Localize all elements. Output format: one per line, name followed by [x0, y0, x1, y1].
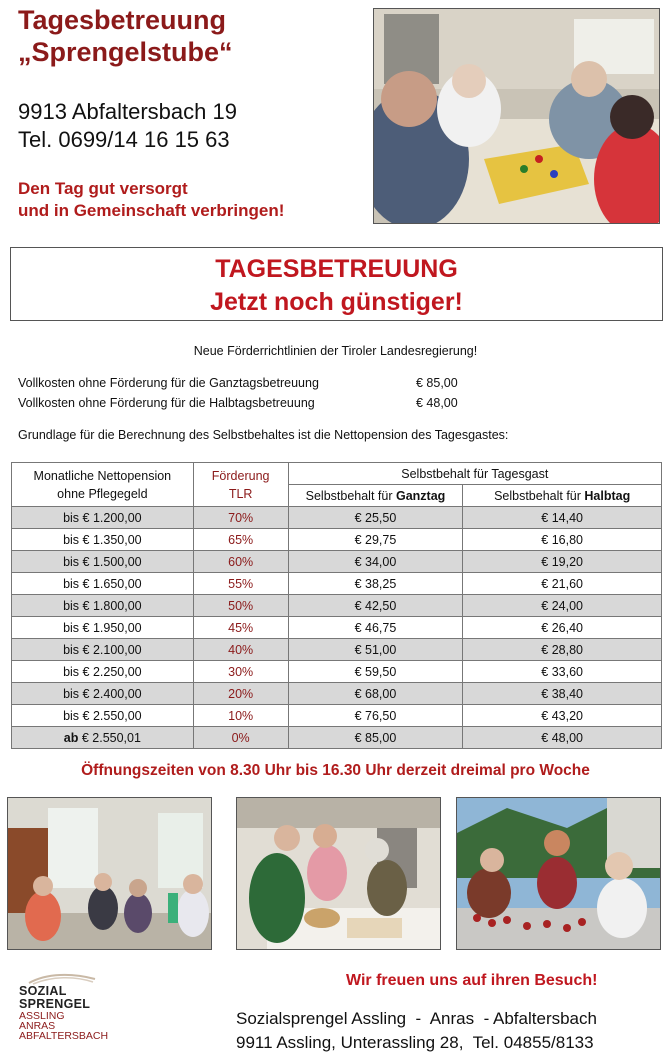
footer-line-1: Sozialsprengel Assling - Anras - Abfaltersbach — [236, 1009, 597, 1028]
cell-pension-value: € 1.350,00 — [82, 532, 142, 547]
table-row — [12, 661, 662, 683]
cell-halbtag: € 28,80 — [463, 639, 662, 661]
cell-pension-prefix: bis — [63, 554, 80, 569]
table-row — [12, 683, 662, 705]
cell-foerderung: 40% — [193, 639, 288, 661]
header-selbstbehalt: Selbstbehalt für Tagesgast — [288, 463, 661, 485]
subsidy-table — [11, 462, 662, 749]
header-foerderung-line-2: TLR — [228, 486, 253, 501]
cell-pension — [12, 573, 194, 595]
cell-ganztag: € 38,25 — [288, 573, 463, 595]
slogan — [18, 178, 284, 222]
cell-pension-value: € 2.550,01 — [81, 730, 141, 745]
intro-text: Neue Förderrichtlinien der Tiroler Landesregierung! — [193, 344, 478, 358]
cell-pension-prefix: bis — [63, 686, 80, 701]
header-pension-line-2: ohne Pflegegeld — [57, 486, 148, 501]
cell-halbtag: € 21,60 — [463, 573, 662, 595]
table-row — [12, 595, 662, 617]
cell-pension — [12, 661, 194, 683]
title-line-1: Tagesbetreuung — [18, 5, 227, 35]
cell-pension-value: € 2.250,00 — [82, 664, 142, 679]
cell-pension — [12, 727, 194, 749]
opening-hours: Öffnungszeiten von 8.30 Uhr bis 16.30 Uhr derzeit dreimal pro Woche — [81, 762, 590, 779]
cell-ganztag: € 46,75 — [288, 617, 463, 639]
logo-line-2: SPRENGEL — [19, 997, 91, 1011]
cell-ganztag: € 68,00 — [288, 683, 463, 705]
page-title — [18, 4, 233, 68]
table-row — [12, 639, 662, 661]
cell-ganztag: € 59,50 — [288, 661, 463, 683]
table-row — [12, 617, 662, 639]
cell-halbtag: € 26,40 — [463, 617, 662, 639]
cell-pension-prefix: ab — [63, 730, 79, 745]
phone: Tel. 0699/14 16 15 63 — [18, 127, 230, 152]
table-row — [12, 529, 662, 551]
cell-pension-prefix: bis — [63, 664, 80, 679]
title-line-2: „Sprengelstube“ — [18, 37, 233, 67]
header-ganztag-bold: Ganztag — [395, 488, 446, 503]
cell-ganztag: € 76,50 — [288, 705, 463, 727]
table-row — [12, 727, 662, 749]
cost-label: Vollkosten ohne Förderung für die Halbtagsbetreuung — [18, 396, 315, 410]
cell-ganztag: € 25,50 — [288, 507, 463, 529]
photo-beads — [456, 797, 661, 950]
sozialsprengel-logo — [19, 985, 119, 1053]
photo-exercise — [7, 797, 212, 950]
photo-cooking — [236, 797, 441, 950]
cell-pension-prefix: bis — [63, 708, 80, 723]
cell-pension-prefix: bis — [63, 642, 80, 657]
cell-foerderung: 70% — [193, 507, 288, 529]
cell-pension-prefix: bis — [63, 620, 80, 635]
header-foerderung — [193, 463, 288, 507]
header-foerderung-line-1: Förderung — [211, 468, 270, 483]
cell-pension-prefix: bis — [63, 598, 80, 613]
cell-pension — [12, 639, 194, 661]
logo-line-3: ASSLING — [19, 1010, 65, 1022]
footer-line-2: 9911 Assling, Unterassling 28, Tel. 04855/8133 — [236, 1033, 594, 1052]
cell-ganztag: € 29,75 — [288, 529, 463, 551]
logo-swirl-icon — [27, 971, 97, 985]
header-halbtag — [463, 485, 662, 507]
logo-line-4: ANRAS — [19, 1020, 56, 1032]
contact-block — [18, 98, 237, 154]
cell-foerderung: 20% — [193, 683, 288, 705]
cell-pension-value: € 1.650,00 — [82, 576, 142, 591]
cell-pension — [12, 595, 194, 617]
header-halbtag-bold: Halbtag — [584, 488, 631, 503]
cell-pension-prefix: bis — [63, 532, 80, 547]
header-pension — [12, 463, 194, 507]
cell-foerderung: 55% — [193, 573, 288, 595]
cell-halbtag: € 43,20 — [463, 705, 662, 727]
cell-ganztag: € 42,50 — [288, 595, 463, 617]
cell-pension-value: € 1.200,00 — [82, 510, 142, 525]
cell-pension-value: € 2.550,00 — [82, 708, 142, 723]
cell-pension — [12, 507, 194, 529]
slogan-line-2: und in Gemeinschaft verbringen! — [18, 201, 285, 220]
cost-value: € 48,00 — [416, 396, 458, 410]
cell-pension-value: € 1.500,00 — [82, 554, 142, 569]
promo-banner — [10, 247, 663, 321]
banner-line-2: Jetzt noch günstiger! — [210, 288, 463, 316]
cell-halbtag: € 48,00 — [463, 727, 662, 749]
cell-foerderung: 30% — [193, 661, 288, 683]
table-row — [12, 573, 662, 595]
cell-pension-value: € 1.800,00 — [82, 598, 142, 613]
cell-pension-value: € 2.100,00 — [82, 642, 142, 657]
cost-label: Vollkosten ohne Förderung für die Ganztagsbetreuung — [18, 376, 319, 390]
logo-line-5: ABFALTERSBACH — [19, 1030, 109, 1042]
cell-halbtag: € 14,40 — [463, 507, 662, 529]
cost-row-halbtag — [18, 396, 458, 410]
cell-foerderung: 45% — [193, 617, 288, 639]
cell-ganztag: € 51,00 — [288, 639, 463, 661]
cell-foerderung: 65% — [193, 529, 288, 551]
cost-row-ganztag — [18, 376, 458, 390]
cell-halbtag: € 19,20 — [463, 551, 662, 573]
cell-foerderung: 0% — [193, 727, 288, 749]
header-ganztag — [288, 485, 463, 507]
banner-line-1: TAGESBETREUUNG — [215, 255, 458, 283]
cell-halbtag: € 16,80 — [463, 529, 662, 551]
header-ganztag-prefix: Selbstbehalt für — [305, 488, 396, 503]
photo-board-game — [373, 8, 660, 224]
cell-pension-prefix: bis — [63, 510, 80, 525]
cost-value: € 85,00 — [416, 376, 458, 390]
table-row — [12, 551, 662, 573]
cell-pension — [12, 617, 194, 639]
cell-pension — [12, 683, 194, 705]
cell-halbtag: € 24,00 — [463, 595, 662, 617]
cell-foerderung: 10% — [193, 705, 288, 727]
logo-line-1: SOZIAL — [19, 984, 67, 998]
address: 9913 Abfaltersbach 19 — [18, 99, 237, 124]
header-halbtag-prefix: Selbstbehalt für — [494, 488, 585, 503]
cell-halbtag: € 33,60 — [463, 661, 662, 683]
slogan-line-1: Den Tag gut versorgt — [18, 179, 188, 198]
cell-pension-value: € 1.950,00 — [82, 620, 142, 635]
footer-address — [236, 1007, 597, 1055]
header-pension-line-1: Monatliche Nettopension — [33, 468, 172, 483]
table-row — [12, 705, 662, 727]
cell-pension-prefix: bis — [63, 576, 80, 591]
table-row — [12, 507, 662, 529]
welcome-message: Wir freuen uns auf ihren Besuch! — [346, 972, 598, 989]
cell-foerderung: 50% — [193, 595, 288, 617]
basis-text: Grundlage für die Berechnung des Selbstbehaltes ist die Nettopension des Tagesgastes: — [18, 428, 509, 442]
cell-pension — [12, 705, 194, 727]
cell-pension-value: € 2.400,00 — [82, 686, 142, 701]
cell-foerderung: 60% — [193, 551, 288, 573]
cell-ganztag: € 34,00 — [288, 551, 463, 573]
cell-ganztag: € 85,00 — [288, 727, 463, 749]
cell-halbtag: € 38,40 — [463, 683, 662, 705]
cell-pension — [12, 529, 194, 551]
cell-pension — [12, 551, 194, 573]
